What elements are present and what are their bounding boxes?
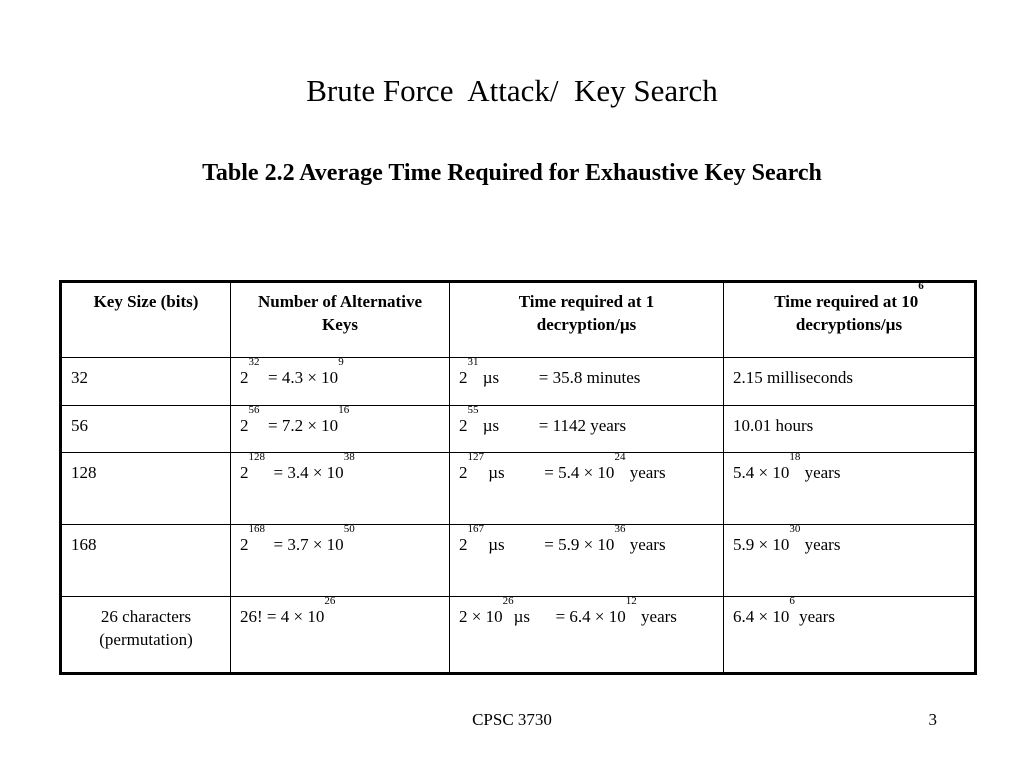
key-size-cell: 26 characters (permutation) (61, 597, 231, 674)
header-time-million: Time required at $10^6$ decryptions/µs (724, 282, 976, 358)
table-row (61, 453, 976, 525)
header-key-size: Key Size (bits) (61, 282, 231, 358)
table-row (61, 406, 976, 453)
key-search-table (59, 280, 977, 675)
num-keys-cell: $2^{168} = 3.7 \times 10^{50}$ (231, 525, 450, 597)
key-size-cell: 128 (61, 453, 231, 525)
table-row (61, 358, 976, 406)
num-keys-cell: 26! = $4 \times 10^{26}$ (231, 597, 450, 674)
key-size-cell: 168 (61, 525, 231, 597)
header-num-keys: Number of Alternative Keys (231, 282, 450, 358)
table-header-row (61, 282, 976, 358)
page-number: 3 (928, 710, 937, 729)
table-row (61, 525, 976, 597)
time-single-cell: $2^{55}$ µs = 1142 years (450, 406, 724, 453)
num-keys-cell: $2^{56} = 7.2 \times 10^{16}$ (231, 406, 450, 453)
time-million-cell: $5.9 \times 10^{30}$ years (724, 525, 976, 597)
num-keys-cell: $2^{128} = 3.4 \times 10^{38}$ (231, 453, 450, 525)
num-keys-cell: $2^{32} = 4.3 \times 10^9$ (231, 358, 450, 406)
time-million-cell: 10.01 hours (724, 406, 976, 453)
time-single-cell: $2^{167}$ $\mu s = 5.9 \times 10^{36}$ years (450, 525, 724, 597)
time-million-cell: $6.4 \times 10^6$ years (724, 597, 976, 674)
time-single-cell: $2^{31}$ µs = 35.8 minutes (450, 358, 724, 406)
key-size-cell: 56 (61, 406, 231, 453)
key-size-cell: 32 (61, 358, 231, 406)
time-million-cell: $5.4 \times 10^{18}$ years (724, 453, 976, 525)
time-single-cell: $2 \times 10^{26}\mu s = 6.4 \times 10^{12}$ years (450, 597, 724, 674)
footer-course: CPSC 3730 (472, 710, 552, 729)
slide-title: Brute Force Attack/ Key Search (306, 73, 718, 108)
time-single-cell: $2^{127}$ $\mu s = 5.4 \times 10^{24}$ years (450, 453, 724, 525)
table-row (61, 597, 976, 674)
time-million-cell: 2.15 milliseconds (724, 358, 976, 406)
header-time-single: Time required at 1 decryption/µs (450, 282, 724, 358)
table-caption: Table 2.2 Average Time Required for Exhaustive Key Search (202, 160, 822, 186)
